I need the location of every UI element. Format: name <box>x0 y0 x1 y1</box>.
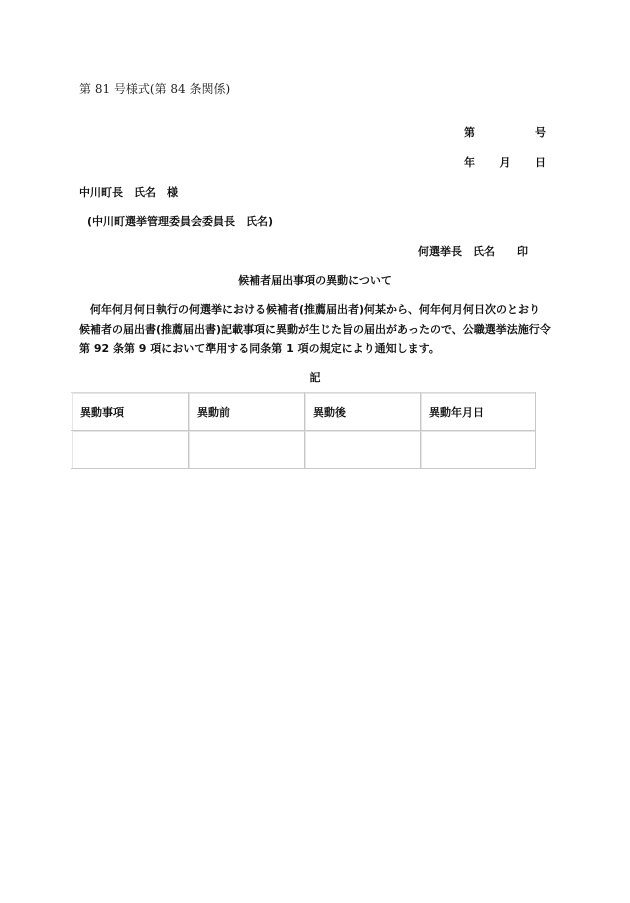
addressee: 中川町長 氏名 様 <box>79 186 178 199</box>
sender: 何選挙長 氏名 印 <box>418 245 528 258</box>
date-year: 年 <box>464 156 475 169</box>
table-cell <box>189 431 305 469</box>
change-table <box>71 392 536 469</box>
table-header-row <box>72 393 536 431</box>
table-header-cell: 異動後 <box>305 393 421 431</box>
table-header-cell: 異動前 <box>189 393 305 431</box>
table-cell <box>421 431 536 469</box>
table-cell <box>72 431 189 469</box>
date-day: 日 <box>535 156 546 169</box>
document-number-line <box>464 124 546 140</box>
table-header-cell: 異動事項 <box>72 393 189 431</box>
document-number-prefix: 第 <box>464 126 475 139</box>
table-row <box>72 431 536 469</box>
ki-heading: 記 <box>309 371 321 384</box>
body-paragraph: 何年何月何日執行の何選挙における候補者(推薦届出者)何某から、何年何月何日次のとおり候補者の届出書(推薦届出書)記載事項に異動が生じた旨の届出があったので、公職選挙法施行令第 92 条第 9 項において準用する同条第 1 項の規定により通知します。 <box>79 303 551 355</box>
document-date-line <box>464 154 546 170</box>
addressee-alternate: (中川町選挙管理委員会委員長 氏名) <box>87 215 274 228</box>
table-cell <box>305 431 421 469</box>
date-month: 月 <box>499 156 511 169</box>
table-header-cell: 異動年月日 <box>421 393 536 431</box>
form-number: 第 81 号様式(第 84 条関係) <box>79 82 231 96</box>
document-title: 候補者届出事項の異動について <box>238 274 392 287</box>
document-number-suffix: 号 <box>535 126 546 139</box>
